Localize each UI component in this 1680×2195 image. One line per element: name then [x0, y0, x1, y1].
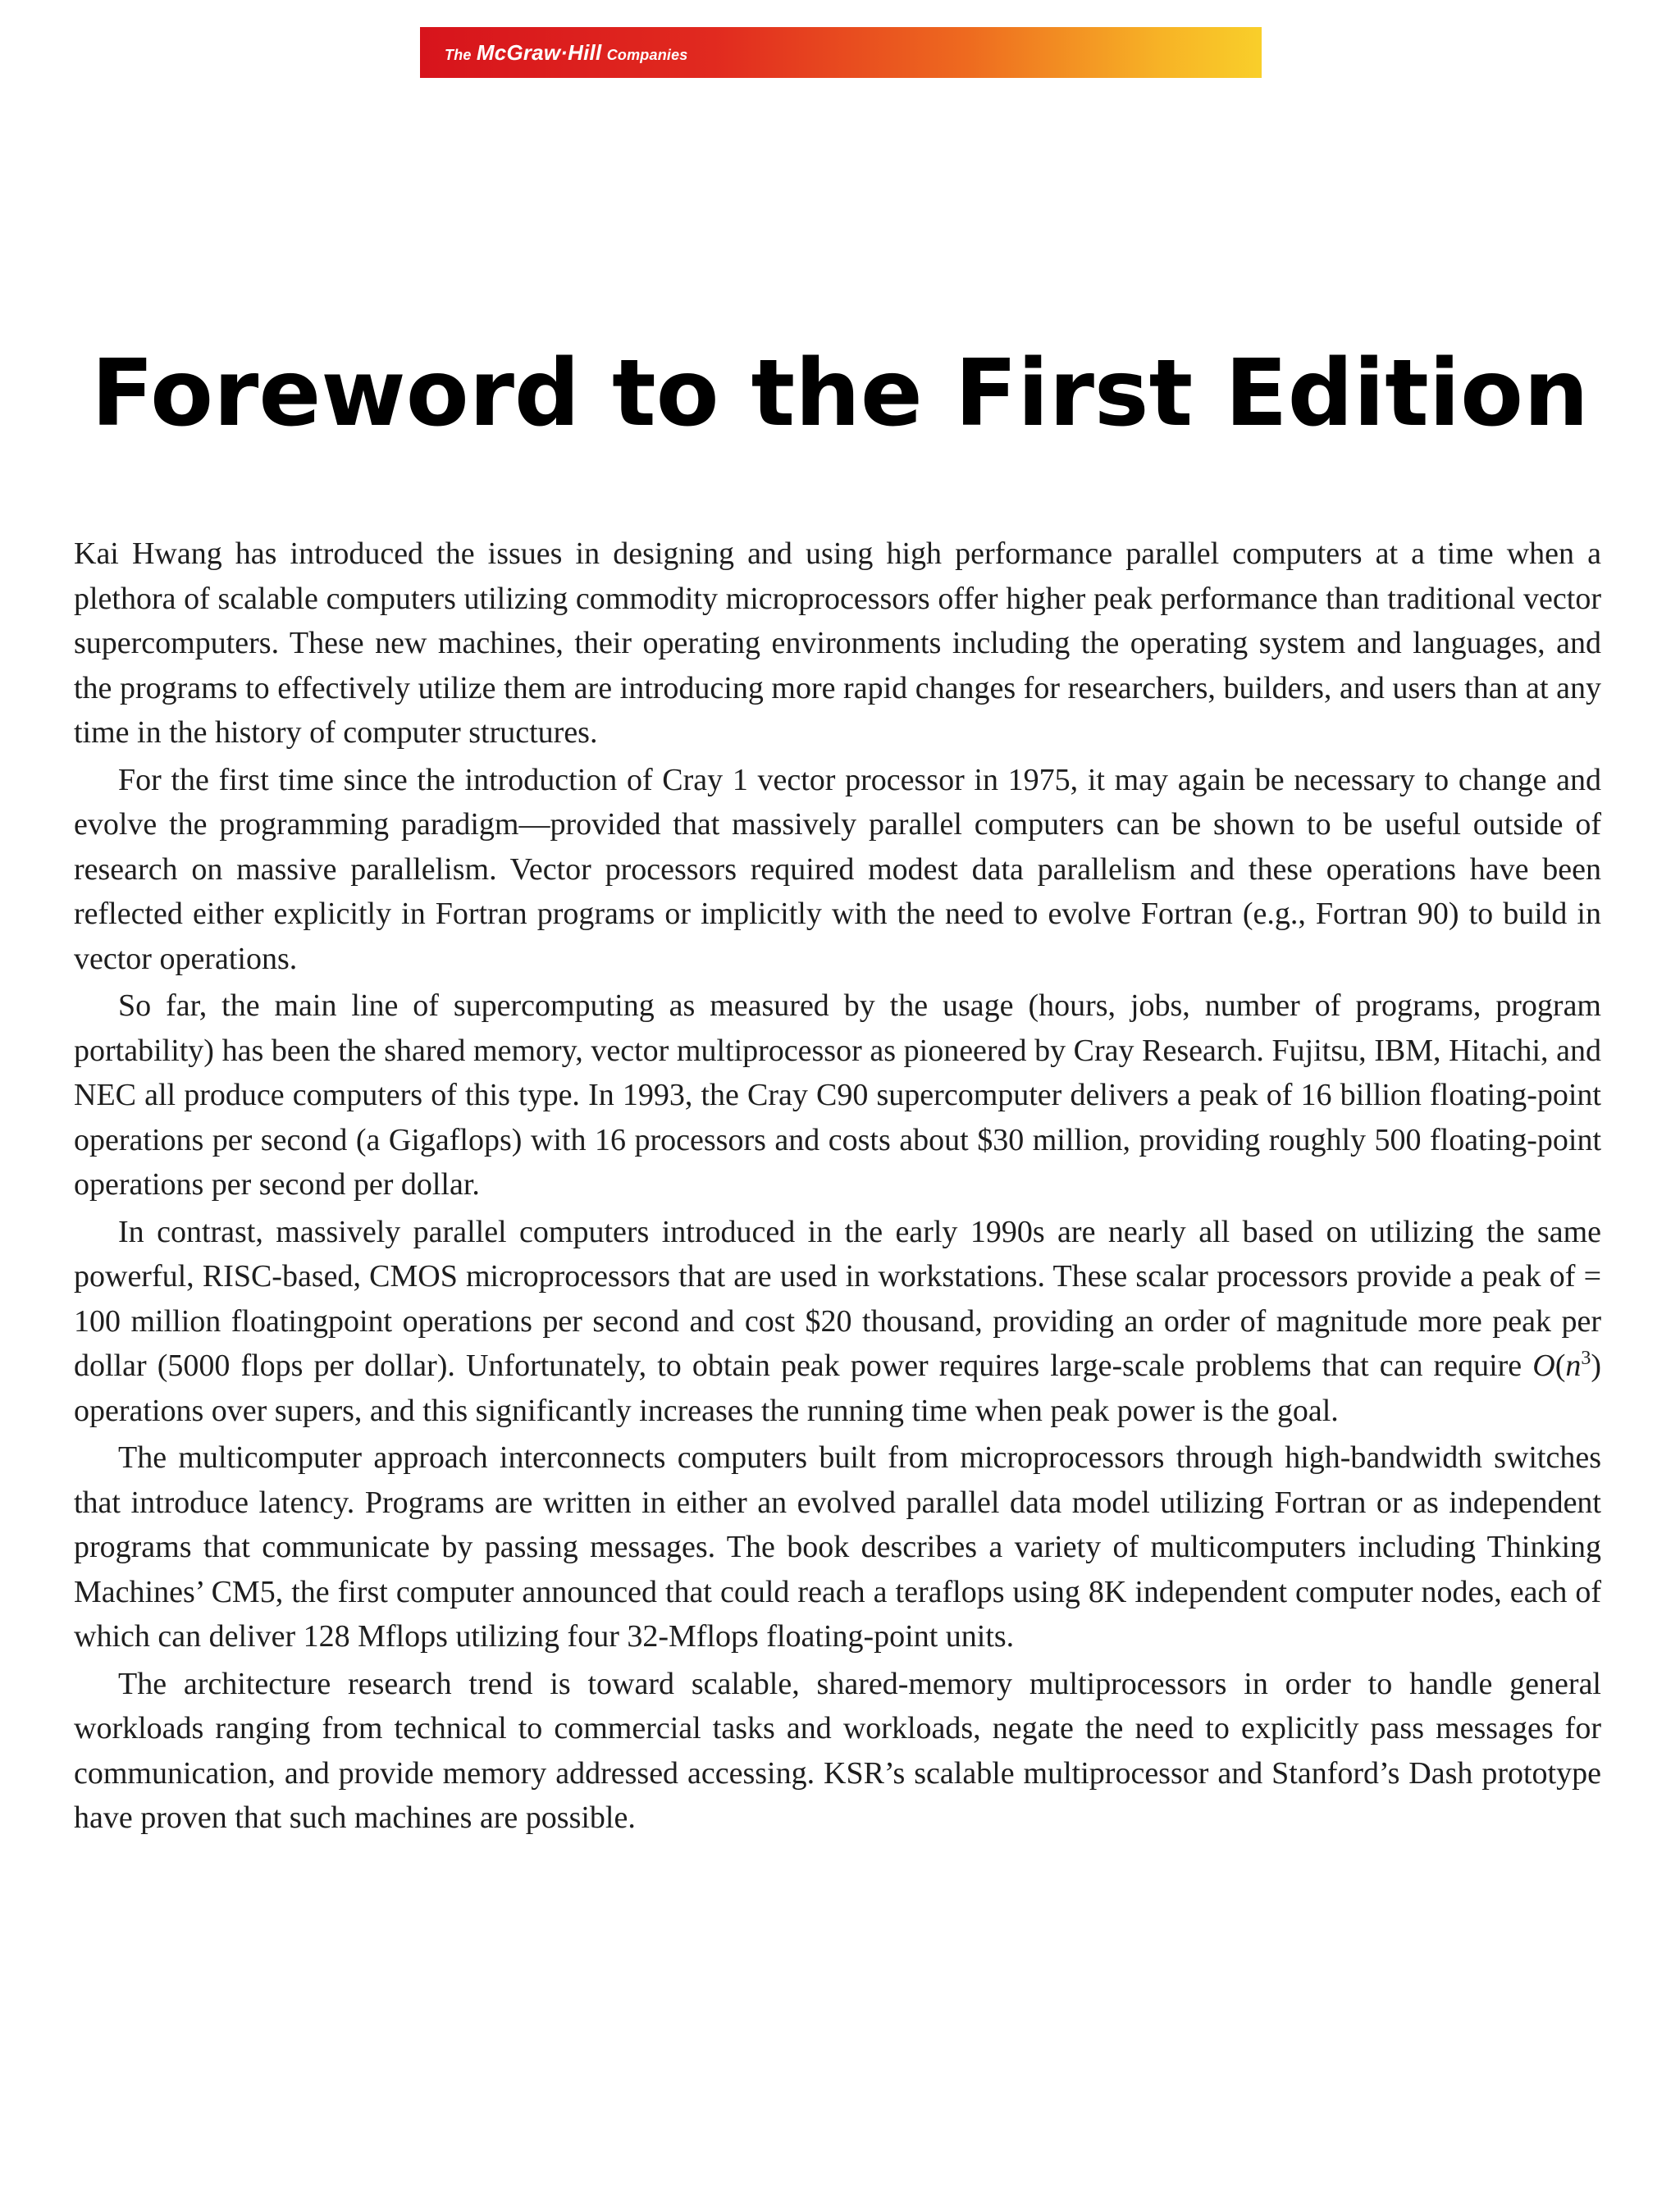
paragraph-4-text-before: In contrast, massively parallel computers introduced in the early 1990s are nearly all based on utilizing the same powerful, RISC-based, CMOS microprocessors that are used in workstations. These scalar processors provide a peak of = 100 million floatingpoint operations per second and cost $20 thousand, providing an order of magnitude more peak per dollar (5000 flops per dollar). Unfortunately, to obtain peak power requires large-scale problems that can require — [74, 1214, 1601, 1383]
logo-the: The — [445, 46, 472, 63]
logo-name: McGraw·Hill — [476, 39, 602, 65]
paragraph-3: So far, the main line of supercomputing as measured by the usage (hours, jobs, number of programs, program portability) has been the shared memory, vector multiprocessor as pioneered by Cray Research. Fujitsu, IBM, Hitachi, and NEC all produce computers of this type. In 1993, the Cray C90 supercomputer delivers a peak of 16 billion floating-point operations per second (a Gigaflops) with 16 processors and costs about $30 million, providing roughly 500 floating-point operations per second per dollar. — [74, 988, 1601, 1202]
page-title: Foreword to the First Edition — [91, 340, 1589, 447]
math-close-paren: ) — [1591, 1348, 1601, 1383]
paragraph-2: For the first time since the introduction of Cray 1 vector processor in 1975, it may again be necessary to change and evolve the programming paradigm—provided that massively parallel computers can be shown to be useful outside of research on massive parallelism. Vector processors required modest data parallelism and these operations have been reflected either explicitly in Fortran programs or implicitly with the need to evolve Fortran (e.g., Fortran 90) to build in vector operations. — [74, 762, 1601, 976]
math-exponent: 3 — [1581, 1348, 1591, 1369]
logo-companies: Companies — [606, 46, 688, 63]
paragraph-5: The multicomputer approach interconnects computers built from microprocessors through high-bandwidth switches that introduce latency. Programs are written in either an evolved parallel data model utilizing Fortran or as independent programs that communicate by passing messages. The book describes a variety of multicomputers including Thinking Machines’ CM5, the first computer announced that could reach a teraflops using 8K independent computer nodes, each of which can deliver 128 Mflops utilizing four 32-Mflops floating-point units. — [74, 1440, 1601, 1654]
publisher-logo — [445, 40, 688, 66]
math-n: n — [1565, 1348, 1582, 1383]
foreword-body — [74, 532, 1601, 1843]
publisher-banner — [420, 27, 1262, 78]
paragraph-4-text-after: operations over supers, and this significantly increases the running time when peak power is the goal. — [74, 1393, 1339, 1428]
math-big-o: O — [1532, 1348, 1555, 1383]
math-open-paren: ( — [1554, 1348, 1566, 1383]
paragraph-6: The architecture research trend is toward scalable, shared-memory multiprocessors in order to handle general workloads ranging from technical to commercial tasks and workloads, negate the need to explicitly pass messages for communication, and provide memory addressed accessing. KSR’s scalable multiprocessor and Stanford’s Dash prototype have proven that such machines are possible. — [74, 1666, 1601, 1835]
paragraph-4 — [74, 1210, 1601, 1434]
paragraph-1: Kai Hwang has introduced the issues in designing and using high performance parallel computers at a time when a plethora of scalable computers utilizing commodity microprocessors offer higher peak performance than traditional vector supercomputers. These new machines, their operating environments including the operating system and languages, and the programs to effectively utilize them are introducing more rapid changes for researchers, builders, and users than at any time in the history of computer structures. — [74, 536, 1601, 750]
